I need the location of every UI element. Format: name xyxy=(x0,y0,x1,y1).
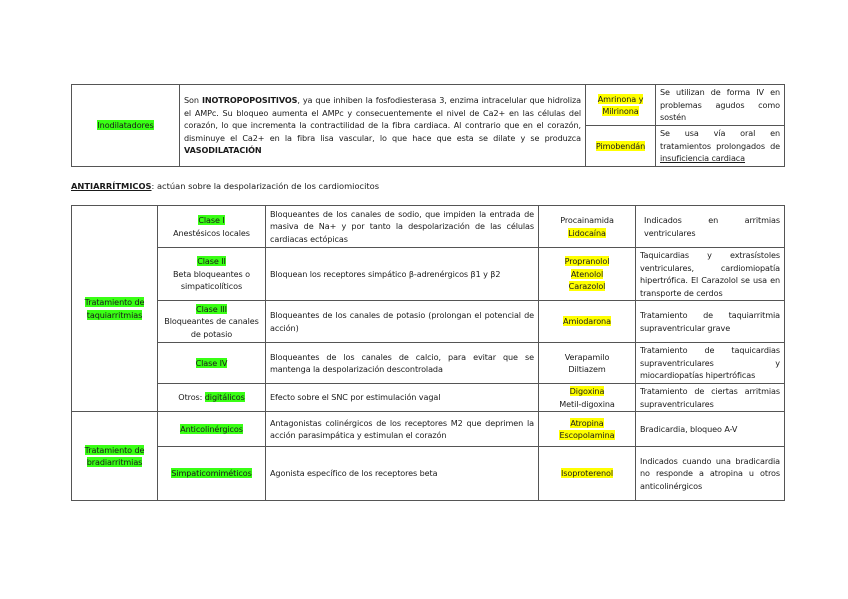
class-plain: Otros: xyxy=(178,392,205,403)
class-cell xyxy=(158,343,266,384)
drug: Carazolol xyxy=(568,281,606,292)
drug: Diltiazem xyxy=(568,364,606,374)
taqui-group: Tratamiento de taquiarritmias xyxy=(84,297,145,320)
use-cell: Taquicardias y extrasístoles ventriculares, cardiomiopatía hipertrófica. El Carazolol se usa en transporte de cerdos xyxy=(636,248,785,301)
drug: Atenolol xyxy=(570,268,604,279)
inodilatadores-drug-cell xyxy=(586,126,656,167)
drug: Isoproterenol xyxy=(560,468,614,479)
class-cell xyxy=(158,206,266,248)
use-cell: Tratamiento de taquicardias supraventriculares y miocardiopatías hipertróficas xyxy=(636,343,785,384)
drug: Verapamilo xyxy=(564,351,610,362)
inodilatadores-category: Inodilatadores xyxy=(97,120,154,131)
desc-text-2: , ya que inhiben la fosfodiesterasa 3, enzima intracelular que hidroliza el AMPc. Su bloqueo aumenta el AMPc y consecuentemente el nivel de Ca2+ en las células del corazón, lo que incrementa la contractilidad de la fibra cardiaca. Al contrario que en el corazón, disminuye el Ca2+ en la fibra lisa vascular, lo que hace que esta se dilate y se produzca xyxy=(184,95,581,143)
drug: Digoxina xyxy=(569,386,605,396)
inodilatadores-use xyxy=(656,126,785,167)
mechanism: Bloquean los receptores simpático β-adrenérgicos β1 y β2 xyxy=(266,248,539,301)
inodilatadores-use: Se utilizan de forma IV en problemas agudos como sostén xyxy=(656,85,785,126)
inodilatadores-drug-cell xyxy=(586,85,656,126)
class-cell xyxy=(158,301,266,343)
mechanism: Antagonistas colinérgicos de los receptores M2 que deprimen la acción parasimpática y estimulan el corazón xyxy=(266,412,539,447)
drugs-cell xyxy=(539,447,636,501)
class-label: Clase III xyxy=(196,303,227,314)
drug: Amiodarona xyxy=(563,316,611,327)
class-cell xyxy=(158,384,266,412)
drug: Atropina xyxy=(570,417,604,428)
drugs-cell xyxy=(539,206,636,248)
bradi-group-cell xyxy=(72,412,158,501)
mechanism: Efecto sobre el SNC por estimulación vagal xyxy=(266,384,539,412)
bradi-group: Tratamiento de bradiarritmias xyxy=(84,444,145,467)
class-label: digitálicos xyxy=(204,392,245,403)
heading-subtitle: : actúan sobre la despolarización de los cardiomiocitos xyxy=(151,181,380,191)
mechanism: Bloqueantes de los canales de sodio, que impiden la entrada de masiva de Na+ y por tanto la despolarización de las células cardiacas ectópicas xyxy=(266,206,539,248)
drugs-cell xyxy=(539,412,636,447)
class-sub: Bloqueantes de canales de potasio xyxy=(164,316,259,339)
class-label: Clase IV xyxy=(195,357,228,368)
class-sub: Beta bloqueantes o simpaticolíticos xyxy=(172,268,250,292)
drug: Metil-digoxina xyxy=(559,398,615,409)
drug: Lidocaína xyxy=(568,227,606,238)
drugs-cell xyxy=(539,248,636,301)
use-cell: Tratamiento de taquiarritmia supraventricular grave xyxy=(636,301,785,343)
use-cell: Indicados cuando una bradicardia no responde a atropina u otros anticolinérgicos xyxy=(636,447,785,501)
drugs-cell xyxy=(539,384,636,412)
use-cell: Indicados en arritmias ventriculares xyxy=(636,206,785,248)
desc-text-1: Son xyxy=(184,95,202,106)
class-label: Clase II xyxy=(197,256,226,267)
drug-amrinona: Amrinona y Milrinona xyxy=(597,93,644,116)
drug: Escopolamina xyxy=(559,430,615,440)
class-label: Simpaticomiméticos xyxy=(171,468,252,479)
mechanism: Bloqueantes de los canales de potasio (prolongan el potencial de acción) xyxy=(266,301,539,343)
drugs-cell xyxy=(539,343,636,384)
drugs-cell xyxy=(539,301,636,343)
mechanism: Agonista específico de los receptores beta xyxy=(266,447,539,501)
inodilatadores-category-cell xyxy=(72,85,180,167)
desc-bold-1: INOTROPOPOSITIVOS xyxy=(201,95,298,106)
use-text: Se usa vía oral en tratamientos prolongados de xyxy=(660,128,780,151)
class-cell xyxy=(158,248,266,301)
antiarritmicos-table xyxy=(71,205,785,501)
class-cell xyxy=(158,412,266,447)
inodilatadores-description xyxy=(180,85,586,167)
class-label: Anticolinérgicos xyxy=(180,423,243,434)
use-cell: Bradicardia, bloqueo A-V xyxy=(636,412,785,447)
use-cell: Tratamiento de ciertas arritmias supraventriculares xyxy=(636,384,785,412)
class-cell xyxy=(158,447,266,501)
drug-pimobendan: Pimobendán xyxy=(595,140,646,151)
heading-title: ANTIARRÍTMICOS xyxy=(71,181,152,191)
desc-bold-2: VASODILATACIÓN xyxy=(184,145,262,156)
drug: Procainamida xyxy=(560,215,614,225)
use-underlined: insuficiencia cardiaca xyxy=(660,153,746,164)
mechanism: Bloqueantes de los canales de calcio, para evitar que se mantenga la despolarización descontrolada xyxy=(266,343,539,384)
taqui-group-cell xyxy=(72,206,158,412)
antiarritmicos-heading xyxy=(71,181,379,191)
inodilatadores-table xyxy=(71,84,785,167)
class-label: Clase I xyxy=(198,215,225,225)
class-sub: Anestésicos locales xyxy=(173,227,250,238)
drug: Propranolol xyxy=(564,256,610,267)
